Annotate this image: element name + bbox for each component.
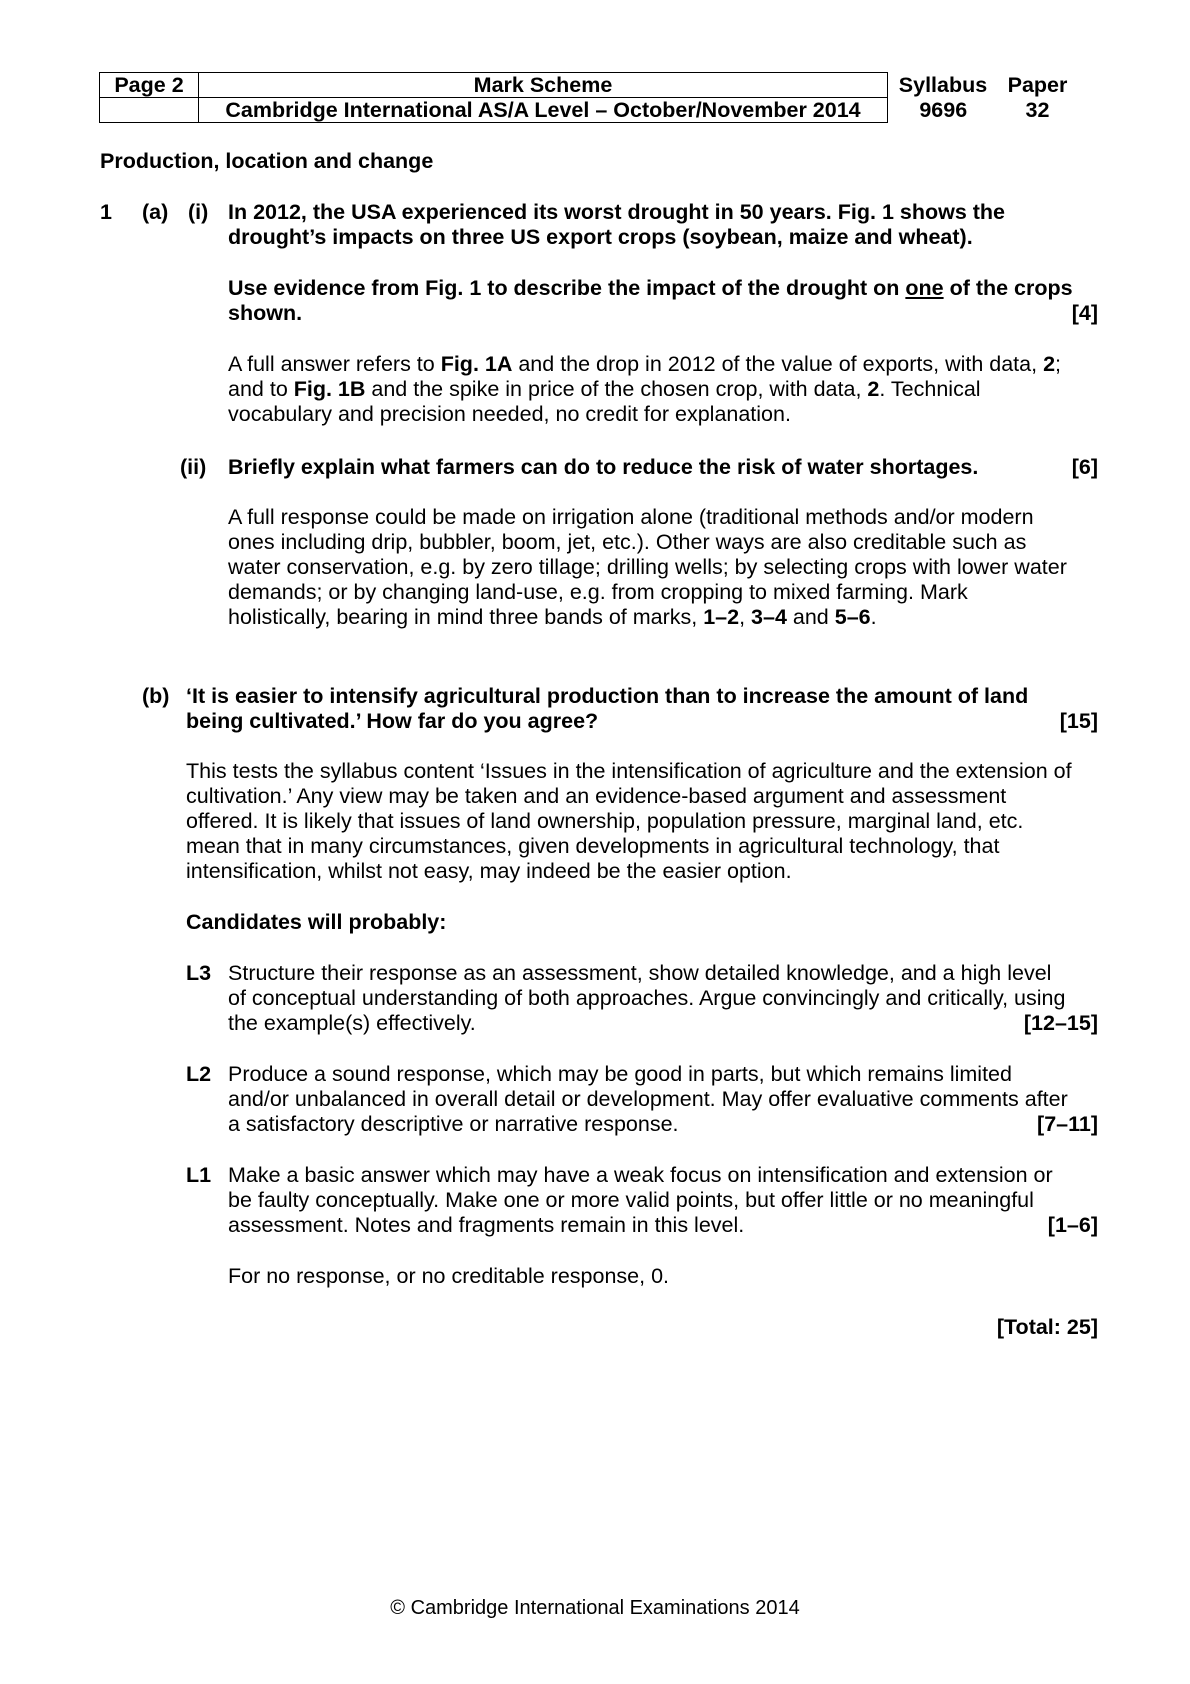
level-l3-line2: of conceptual understanding of both approaches. Argue convincingly and critically, using (228, 986, 1066, 1010)
document-subtitle: Cambridge International AS/A Level – October/November 2014 (199, 98, 888, 123)
question-1aii: Briefly explain what farmers can do to reduce the risk of water shortages. (228, 455, 979, 479)
candidates-heading: Candidates will probably: (186, 910, 447, 934)
subpart-i-label: (i) (188, 200, 209, 224)
page-label: Page 2 (100, 73, 199, 98)
level-code-l1: L1 (186, 1163, 212, 1187)
answer-1ai-line2: and to Fig. 1B and the spike in price of the chosen crop, with data, 2. Technical (228, 377, 981, 401)
document-title: Mark Scheme (199, 73, 888, 98)
footer-copyright: © Cambridge International Examinations 2014 (390, 1597, 800, 1619)
answer-1ai-line3: vocabulary and precision needed, no credit for explanation. (228, 402, 791, 426)
level-code-l2: L2 (186, 1062, 212, 1086)
level-l3-marks: [12–15] (1023, 1011, 1098, 1035)
level-l1-line2: be faulty conceptually. Make one or more valid points, but offer little or no meaningful (228, 1188, 1034, 1212)
intro-1b-line5: intensification, whilst not easy, may indeed be the easier option. (186, 859, 792, 883)
question-1ai-instruction-line2: shown. (228, 301, 303, 325)
level-l2-line1: Produce a sound response, which may be good in parts, but which remains limited (228, 1062, 1012, 1086)
underlined-one: one (905, 276, 944, 300)
answer-1aii-line1: A full response could be made on irrigation alone (traditional methods and/or modern (228, 505, 1034, 529)
paper-value: 32 (1025, 98, 1050, 122)
subpart-ii-label: (ii) (180, 455, 207, 479)
section-title: Production, location and change (100, 149, 434, 173)
level-code-l3: L3 (186, 961, 212, 985)
part-b-label: (b) (142, 684, 170, 708)
total-marks: [Total: 25] (996, 1315, 1098, 1339)
question-1b-line2: being cultivated.’ How far do you agree? (186, 709, 599, 733)
level-l3-line3: the example(s) effectively. (228, 1011, 476, 1035)
level-l2-marks: [7–11] (1037, 1112, 1098, 1136)
intro-1b-line1: This tests the syllabus content ‘Issues in the intensification of agriculture and the extension of (186, 759, 1072, 783)
syllabus-value: 9696 (919, 98, 968, 122)
header-empty-cell (100, 98, 199, 123)
answer-1aii-line4: demands; or by changing land-use, e.g. from cropping to mixed farming. Mark (228, 580, 968, 604)
question-1ai-instruction: Use evidence from Fig. 1 to describe the impact of the drought on one of the crops (228, 276, 1073, 300)
answer-1aii-line3: water conservation, e.g. by zero tillage; drilling wells; by selecting crops with lower water (228, 555, 1067, 579)
level-l1-marks: [1–6] (1047, 1213, 1098, 1237)
level-l1-line1: Make a basic answer which may have a weak focus on intensification and extension or (228, 1163, 1053, 1187)
answer-1aii-line5: holistically, bearing in mind three bands of marks, 1–2, 3–4 and 5–6. (228, 605, 877, 629)
question-1ai-line2: drought’s impacts on three US export crops (soybean, maize and wheat). (228, 225, 973, 249)
question-1b-line1: ‘It is easier to intensify agricultural production than to increase the amount of land (186, 684, 1029, 708)
answer-1aii-line2: ones including drip, bubbler, boom, jet, etc.). Other ways are also creditable such as (228, 530, 1027, 554)
level-l3-line1: Structure their response as an assessment, show detailed knowledge, and a high level (228, 961, 1052, 985)
intro-1b-line3: offered. It is likely that issues of land ownership, population pressure, marginal land, etc. (186, 809, 1024, 833)
marks-1aii: [6] (1071, 455, 1098, 479)
marks-1b: [15] (1059, 709, 1098, 733)
intro-1b-line2: cultivation.’ Any view may be taken and an evidence-based argument and assessment (186, 784, 1007, 808)
no-response-note: For no response, or no creditable response, 0. (228, 1264, 670, 1288)
paper-label: Paper (1007, 73, 1068, 97)
marks-1ai: [4] (1071, 301, 1098, 325)
answer-1ai-line1: A full answer refers to Fig. 1A and the drop in 2012 of the value of exports, with data, 2; (228, 352, 1062, 376)
question-1ai-line1: In 2012, the USA experienced its worst drought in 50 years. Fig. 1 shows the (228, 200, 1006, 224)
level-l2-line2: and/or unbalanced in overall detail or development. May offer evaluative comments after (228, 1087, 1068, 1111)
level-l2-line3: a satisfactory descriptive or narrative response. (228, 1112, 679, 1136)
part-a-label: (a) (142, 200, 169, 224)
intro-1b-line4: mean that in many circumstances, given developments in agricultural technology, that (186, 834, 1000, 858)
header-table (99, 72, 1079, 123)
level-l1-line3: assessment. Notes and fragments remain in this level. (228, 1213, 745, 1237)
question-number: 1 (100, 200, 112, 224)
syllabus-label: Syllabus (898, 73, 988, 97)
